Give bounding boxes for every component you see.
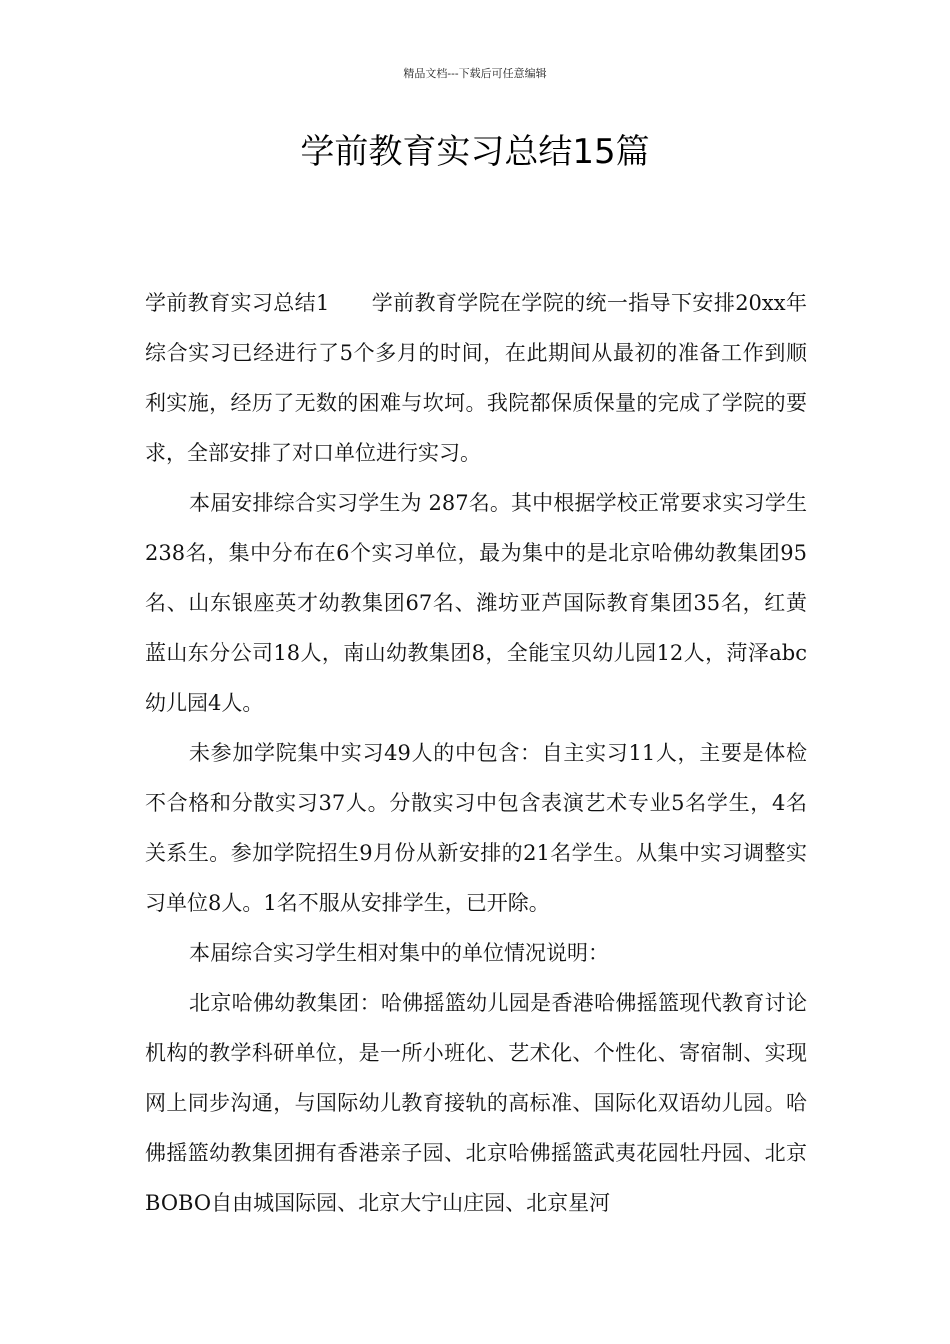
paragraph-1: [145, 278, 807, 478]
document-body: [145, 278, 807, 1228]
paragraph-4: 本届综合实习学生相对集中的单位情况说明：: [189, 941, 609, 965]
paragraph-3: 未参加学院集中实习49人的中包含：自主实习11人，主要是体检不合格和分散实习37人。分散实习中包含表演艺术专业5名学生，4名关系生。参加学院招生9月份从新安排的21名学生。从集中实习调整实习单位8人。1名不服从安排学生，已开除。: [145, 741, 807, 915]
paragraph-1-text: 学前教育学院在学院的统一指导下安排20xx年综合实习已经进行了5个多月的时间，在此期间从最初的准备工作到顺利实施，经历了无数的困难与坎坷。我院都保质保量的完成了学院的要求，全部安排了对口单位进行实习。: [145, 291, 807, 465]
page-title: 学前教育实习总结15篇: [300, 132, 650, 172]
header-note: 精品文档---下载后可任意编辑: [403, 67, 547, 80]
section-heading: 学前教育实习总结1: [145, 291, 330, 315]
paragraph-2: 本届安排综合实习学生为 287名。其中根据学校正常要求实习学生238名，集中分布在6个实习单位，最为集中的是北京哈佛幼教集团95名、山东银座英才幼教集团67名、潍坊亚芦国际教育集团35名，红黄蓝山东分公司18人，南山幼教集团8，全能宝贝幼儿园12人，菏泽abc幼儿园4人。: [145, 491, 807, 715]
paragraph-5: 北京哈佛幼教集团：哈佛摇篮幼儿园是香港哈佛摇篮现代教育讨论机构的教学科研单位，是一所小班化、艺术化、个性化、寄宿制、实现网上同步沟通，与国际幼儿教育接轨的高标准、国际化双语幼儿园。哈佛摇篮幼教集团拥有香港亲子园、北京哈佛摇篮武夷花园牡丹园、北京BOBO自由城国际园、北京大宁山庄园、北京星河: [145, 991, 807, 1215]
